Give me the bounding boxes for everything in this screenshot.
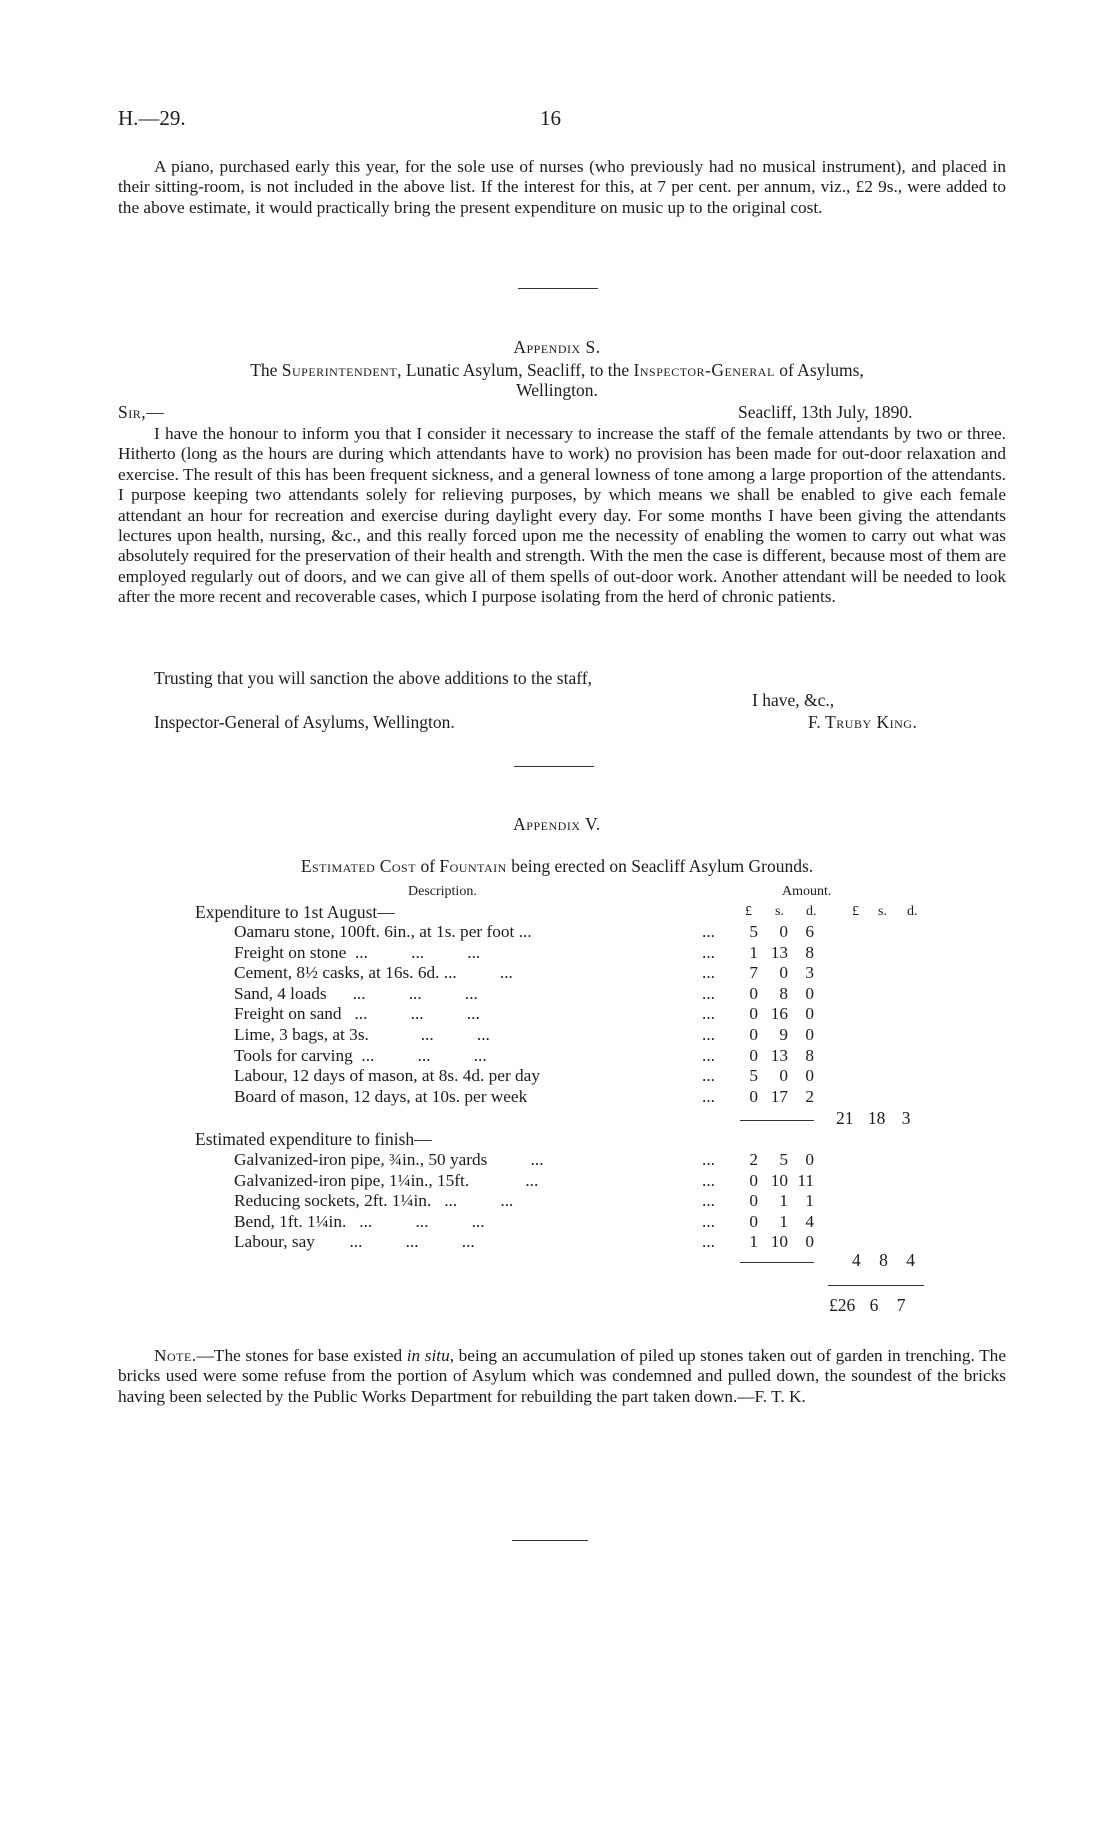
item-pence: 0	[805, 1066, 814, 1086]
subtotal-rule	[740, 1120, 814, 1121]
item-pence: 8	[805, 942, 814, 962]
page-number: 16	[540, 106, 561, 130]
item-pence: 0	[805, 1232, 814, 1252]
item-description: Lime, 3 bags, at 3s. ... ...	[234, 1025, 490, 1044]
item-pence: 4	[805, 1211, 814, 1231]
subtitle-cost: Cost	[379, 856, 417, 876]
item-leader-dots: ...	[702, 1150, 715, 1169]
item-description: Freight on stone ... ... ...	[234, 942, 481, 962]
subtitle-rest: being erected on Seacliff Asylum Grounds.	[511, 856, 814, 876]
subtitle-estimated: Estimated	[300, 856, 376, 876]
item-pounds: 5	[749, 1066, 758, 1086]
item-pence: 2	[805, 1086, 814, 1106]
table-row	[0, 1171, 1114, 1192]
table-row	[0, 963, 1114, 984]
letter-closing: Trusting that you will sanction the above additions to the staff,	[154, 668, 592, 688]
item-shillings: 0	[779, 1066, 788, 1086]
note-text: , being an accumulation of piled up stones taken out of garden in trenching. The bricks used were some refuse from the portion of Asylum which was condemned and pulled down, the soundest of the bricks having been selected by the Public Works Department for rebuilding the part taken down.—F. T. K.	[118, 1346, 1006, 1406]
item-leader-dots: ...	[702, 983, 715, 1003]
item-description: Freight on sand ... ... ...	[234, 1004, 480, 1024]
col-description: Description.	[408, 884, 477, 899]
item-pounds: 1	[749, 942, 758, 962]
subtitle-of: of	[420, 856, 436, 876]
item-shillings: 0	[779, 963, 788, 983]
subtotal-rule	[740, 1262, 814, 1263]
item-shillings: 0	[779, 922, 788, 941]
item-shillings: 1	[779, 1191, 788, 1211]
salutation: Sir,—	[118, 402, 165, 422]
item-leader-dots: ...	[702, 963, 715, 983]
item-description: Oamaru stone, 100ft. 6in., at 1s. per foot ...	[234, 922, 532, 941]
item-description: Reducing sockets, 2ft. 1¼in. ... ...	[234, 1191, 514, 1211]
section-expenditure-to-finish: Estimated expenditure to finish—	[195, 1129, 432, 1149]
item-pounds: 0	[749, 983, 758, 1003]
item-pence: 0	[805, 1150, 814, 1169]
item-leader-dots: ...	[702, 1211, 715, 1231]
subtotal-1-pence: 3	[901, 1108, 911, 1128]
item-description: Labour, say ... ... ...	[234, 1232, 475, 1252]
table-row	[0, 1150, 1114, 1171]
item-pence: 0	[805, 1025, 814, 1044]
item-leader-dots: ...	[702, 1191, 715, 1211]
item-shillings: 9	[779, 1025, 788, 1044]
table-row	[0, 1066, 1114, 1087]
signature-name: Truby King.	[825, 712, 918, 732]
letter-date: Seacliff, 13th July, 1890.	[738, 402, 913, 422]
item-description: Sand, 4 loads ... ... ...	[234, 983, 478, 1003]
subtotal-1-pounds: 21	[836, 1108, 854, 1128]
total-pounds: £26	[829, 1295, 856, 1315]
item-pounds: 7	[749, 963, 758, 983]
heading-pre: The	[250, 360, 278, 380]
item-pence: 0	[805, 1004, 814, 1024]
letter-signature	[808, 712, 917, 733]
subtotal-1-shillings: 18	[867, 1108, 886, 1128]
item-description: Cement, 8½ casks, at 16s. 6d. ... ...	[234, 963, 513, 983]
item-shillings: 10	[770, 1232, 788, 1252]
table-row	[0, 1025, 1114, 1046]
subtitle-fountain: Fountain	[439, 856, 507, 876]
subtotal-2-shillings: 8	[879, 1250, 888, 1270]
item-leader-dots: ...	[702, 1232, 715, 1252]
subtotal-1	[836, 1108, 911, 1129]
note-italic: in situ	[406, 1346, 450, 1365]
item-leader-dots: ...	[702, 1004, 715, 1024]
item-description: Labour, 12 days of mason, at 8s. 4d. per day	[234, 1066, 540, 1086]
item-pence: 1	[805, 1191, 814, 1211]
table-row	[0, 943, 1114, 964]
item-pounds: 0	[749, 1170, 758, 1190]
item-pounds: 0	[749, 1004, 758, 1024]
table-row	[0, 1004, 1114, 1025]
note-paragraph	[118, 1346, 1006, 1407]
subtotal-2	[852, 1250, 915, 1271]
item-description: Tools for carving ... ... ...	[234, 1045, 487, 1065]
heading-superintendent: Superintendent	[281, 360, 398, 380]
item-description: Bend, 1ft. 1¼in. ... ... ...	[234, 1211, 485, 1231]
letter-addressee: Inspector-General of Asylums, Wellington.	[154, 712, 455, 732]
item-shillings: 1	[779, 1211, 788, 1231]
item-shillings: 8	[779, 983, 788, 1003]
grand-total	[829, 1295, 906, 1316]
item-shillings: 13	[770, 1045, 788, 1065]
letter-body: I have the honour to inform you that I consider it necessary to increase the staff of the female attendants by two or three. Hitherto (long as the hours are during which attendants have to work) no provision has been made for out-door relaxation and exercise. The result of this has been frequent sickness, and a general lowness of tone among a large proportion of the attendants. I purpose keeping two attendants solely for relieving purposes, by which means we shall be enabled to give each female attendant an hour for recreation and exercise during daylight every day. For some months I have been giving the attendants lectures upon health, nursing, &c., and this really forced upon me the necessity of enabling the women to carry out what was absolutely required for the preservation of their health and strength. With the men the case is different, because most of them are employed regularly out of doors, and we can give all of them spells of out-door work. Another attendant will be needed to look after the more recent and recoverable cases, which I purpose isolating from the herd of chronic patients.	[118, 424, 1006, 607]
paper-reference: H.—29.	[118, 106, 186, 130]
item-leader-dots: ...	[702, 922, 715, 941]
note-lead: —The stones for base existed	[196, 1346, 407, 1365]
item-shillings: 17	[770, 1086, 788, 1106]
table-row	[0, 1232, 1114, 1253]
note-label: Note.	[154, 1346, 197, 1365]
section-expenditure-to-august: Expenditure to 1st August—	[195, 902, 395, 922]
total-pence: 7	[896, 1295, 906, 1315]
item-leader-dots: ...	[702, 1170, 715, 1190]
table-row	[0, 984, 1114, 1005]
item-pence: 0	[805, 983, 814, 1003]
item-pounds: 0	[749, 1045, 758, 1065]
appendix-s-title: Appendix S.	[513, 337, 601, 357]
heading-mid: , Lunatic Asylum, Seacliff, to the	[397, 360, 630, 380]
unit-pence-total: d.	[907, 904, 918, 919]
table-row	[0, 1191, 1114, 1212]
appendix-v-subtitle	[0, 856, 1114, 877]
table-row	[0, 1087, 1114, 1108]
item-pence: 8	[805, 1045, 814, 1065]
section-divider	[512, 1540, 588, 1541]
item-pounds: 0	[749, 1211, 758, 1231]
item-shillings: 5	[779, 1150, 788, 1169]
total-shillings: 6	[869, 1295, 879, 1315]
subtotal-2-pence: 4	[906, 1250, 915, 1270]
table-row	[0, 1212, 1114, 1233]
item-pounds: 2	[749, 1150, 758, 1169]
item-pounds: 0	[749, 1025, 758, 1044]
section-divider	[518, 288, 598, 289]
letter-i-have: I have, &c.,	[752, 690, 835, 710]
item-shillings: 16	[770, 1004, 788, 1024]
appendix-s-heading	[0, 360, 1114, 381]
col-amount: Amount.	[782, 884, 832, 899]
item-shillings: 10	[770, 1170, 788, 1190]
table-row	[0, 1046, 1114, 1067]
unit-shillings: s.	[775, 904, 784, 919]
item-pounds: 5	[749, 922, 758, 941]
total-rule	[828, 1285, 924, 1286]
appendix-s-heading-line2: Wellington.	[516, 380, 598, 400]
appendix-v-title: Appendix V.	[513, 814, 601, 834]
item-leader-dots: ...	[702, 1025, 715, 1044]
unit-pounds: £	[745, 904, 752, 919]
subtotal-2-pounds: 4	[852, 1250, 861, 1270]
item-description: Galvanized-iron pipe, 1¼in., 15ft. ...	[234, 1170, 539, 1190]
item-description: Galvanized-iron pipe, ¾in., 50 yards ...	[234, 1150, 544, 1169]
item-leader-dots: ...	[702, 942, 715, 962]
item-description: Board of mason, 12 days, at 10s. per week	[234, 1086, 528, 1106]
item-pounds: 0	[749, 1086, 758, 1106]
item-pence: 6	[805, 922, 814, 941]
unit-shillings-total: s.	[878, 904, 887, 919]
item-leader-dots: ...	[702, 1066, 715, 1086]
item-pence: 11	[797, 1170, 814, 1190]
intro-paragraph: A piano, purchased early this year, for the sole use of nurses (who previously had no musical instrument), and placed in their sitting-room, is not included in the above list. If the interest for this, at 7 per cent. per annum, viz., £2 9s., were added to the above estimate, it would practically bring the present expenditure on music up to the original cost.	[118, 157, 1006, 217]
unit-pounds-total: £	[852, 904, 859, 919]
heading-post: of Asylums,	[779, 360, 864, 380]
item-shillings: 13	[770, 942, 788, 962]
item-pence: 3	[805, 963, 814, 983]
section-divider	[514, 766, 594, 767]
item-leader-dots: ...	[702, 1045, 715, 1065]
item-pounds: 0	[749, 1191, 758, 1211]
item-pounds: 1	[749, 1232, 758, 1252]
table-row	[0, 922, 1114, 943]
unit-pence: d.	[806, 904, 817, 919]
signature-initial: F.	[808, 712, 821, 732]
item-leader-dots: ...	[702, 1086, 715, 1106]
heading-inspector-general: Inspector-General	[633, 360, 775, 380]
